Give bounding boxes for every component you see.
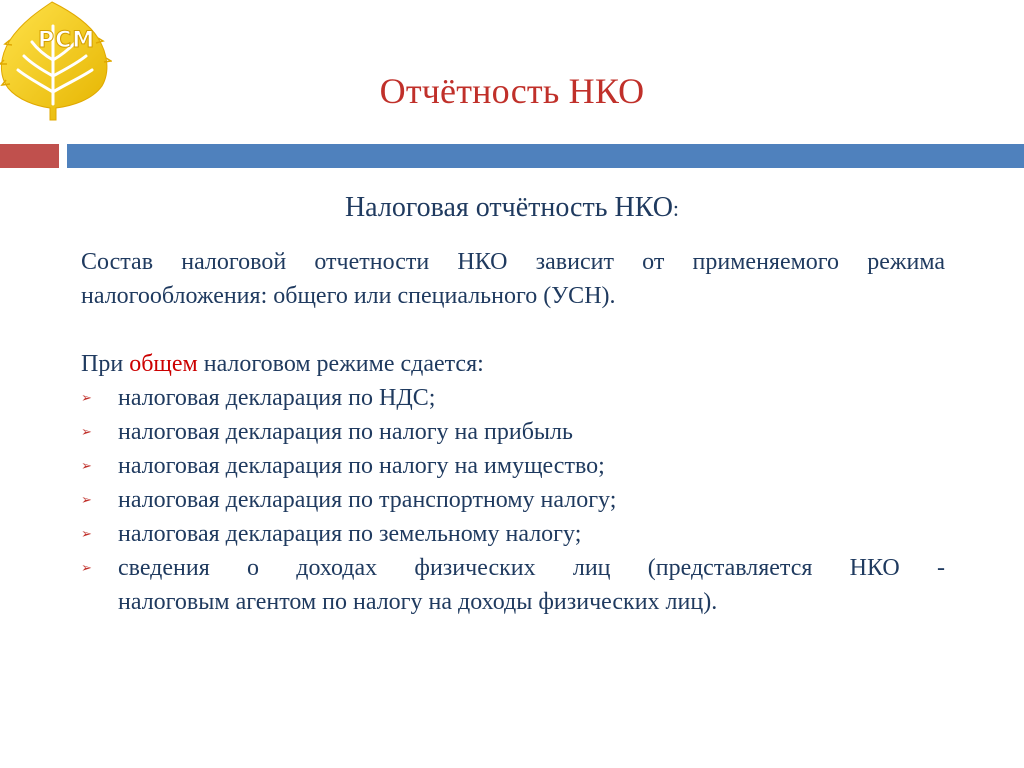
lead-highlight: общем — [129, 351, 198, 377]
lead-before: При — [81, 351, 130, 377]
accent-bar-red — [0, 144, 59, 168]
lead-after: налоговом режиме сдается: — [197, 351, 484, 377]
subtitle-colon: : — [672, 196, 680, 221]
arrow-bullet-icon: ➢ — [81, 458, 92, 473]
list-item — [81, 483, 945, 517]
slide-content — [81, 245, 945, 619]
intro-line-1: Состав налоговой отчетности НКО зависит от применяемого режима — [81, 249, 945, 275]
list-item — [81, 449, 945, 483]
intro-line-2: налогообложения: общего или специального (УСН). — [81, 283, 616, 309]
arrow-bullet-icon: ➢ — [81, 526, 92, 541]
subtitle-text: Налоговая отчётность НКО — [344, 192, 673, 223]
declarations-list — [81, 381, 945, 619]
list-item — [81, 517, 945, 551]
list-item-text: налоговая декларация по НДС; — [118, 385, 436, 411]
list-item-text: налоговая декларация по земельному налогу; — [118, 521, 582, 547]
slide-title: Отчётность НКО — [379, 71, 645, 111]
section-subtitle — [0, 192, 1024, 224]
logo-text: РСМ — [38, 28, 96, 53]
list-item — [81, 551, 945, 619]
list-item-text: налоговая декларация по транспортному налогу; — [118, 487, 617, 513]
list-item-text-line-1: сведения о доходах физических лиц (представляется НКО - — [118, 555, 945, 581]
list-item-text-line-2: налоговым агентом по налогу на доходы физических лиц). — [118, 589, 718, 615]
list-item — [81, 381, 945, 415]
arrow-bullet-icon: ➢ — [81, 492, 92, 507]
paragraph-spacer — [81, 313, 945, 347]
arrow-bullet-icon: ➢ — [81, 390, 92, 405]
list-item-text: налоговая декларация по налогу на имущество; — [118, 453, 605, 479]
intro-paragraph — [81, 245, 945, 313]
accent-bar-blue — [67, 144, 1024, 168]
arrow-bullet-icon: ➢ — [81, 424, 92, 439]
list-item-text: налоговая декларация по налогу на прибыль — [118, 419, 573, 445]
regime-lead — [81, 347, 945, 381]
list-item — [81, 415, 945, 449]
arrow-bullet-icon: ➢ — [81, 560, 92, 575]
